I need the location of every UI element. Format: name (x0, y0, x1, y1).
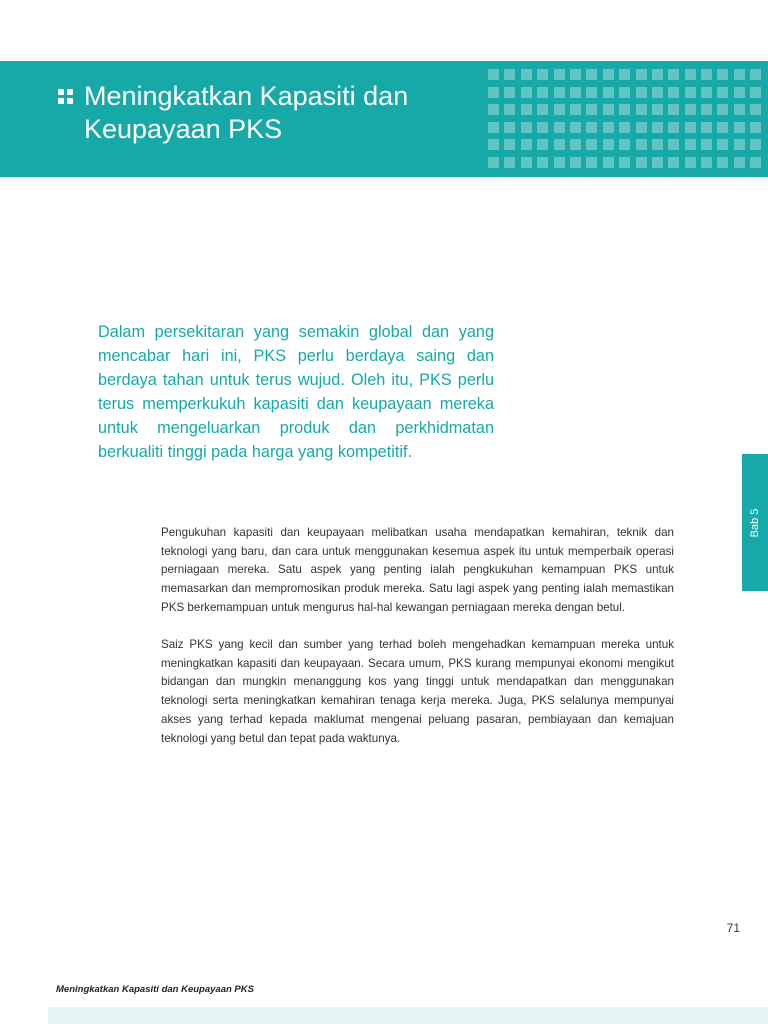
pattern-square (521, 104, 532, 115)
page-number: 71 (726, 921, 740, 935)
lead-paragraph: Dalam persekitaran yang semakin global dan yang mencabar hari ini, PKS perlu berdaya saing dan berdaya tahan untuk terus wujud. Oleh itu, PKS perlu terus memperkukuh kapasiti dan keupayaan mereka untuk mengeluarkan produk dan perkhidmatan berkualiti tinggi pada harga yang kompetitif. (98, 323, 494, 461)
pattern-square (750, 104, 761, 115)
pattern-square (619, 122, 630, 133)
pattern-square (652, 122, 663, 133)
pattern-square (734, 104, 745, 115)
pattern-square (734, 139, 745, 150)
pattern-square (734, 122, 745, 133)
pattern-square (668, 87, 679, 98)
section-title (84, 80, 484, 146)
pattern-square (570, 122, 581, 133)
pattern-square (504, 139, 515, 150)
body-paragraph-2: Saiz PKS yang kecil dan sumber yang terhad boleh mengehadkan kemampuan mereka untuk meningkatkan kapasiti dan keupayaan. Secara umum, PKS kurang mempunyai ekonomi mengikut bidangan dan mungkin menanggung kos yang tinggi untuk mendapatkan dan menggunakan teknologi serta meningkatkan kemahiran tenaga kerja mereka. Juga, PKS selalunya mempunyai akses yang terhad kepada maklumat mengenai peluang pasaran, pembiayaan dan kemajuan teknologi yang betul dan tepat pada waktunya. (161, 638, 674, 745)
footer-strip (48, 1007, 768, 1024)
pattern-square (521, 122, 532, 133)
pattern-square (504, 157, 515, 168)
pattern-square (717, 87, 728, 98)
pattern-square (554, 139, 565, 150)
pattern-square (603, 69, 614, 80)
pattern-square (717, 122, 728, 133)
pattern-square (701, 69, 712, 80)
chapter-tab-label: Bab 5 (749, 508, 761, 537)
pattern-square (504, 122, 515, 133)
pattern-square (685, 139, 696, 150)
section-title-line-2: Keupayaan PKS (84, 114, 283, 144)
pattern-square (570, 87, 581, 98)
pattern-square (619, 87, 630, 98)
pattern-square (701, 87, 712, 98)
pattern-square (668, 69, 679, 80)
section-title-line-1: Meningkatkan Kapasiti dan (84, 81, 409, 111)
decorative-square-pattern (488, 69, 768, 169)
pattern-square (685, 104, 696, 115)
pattern-square (734, 157, 745, 168)
pattern-square (603, 157, 614, 168)
pattern-square (570, 69, 581, 80)
pattern-square (750, 69, 761, 80)
pattern-square (652, 69, 663, 80)
pattern-square (554, 104, 565, 115)
pattern-square (619, 104, 630, 115)
pattern-square (586, 139, 597, 150)
pattern-square (750, 87, 761, 98)
pattern-square (504, 69, 515, 80)
pattern-square (668, 104, 679, 115)
pattern-square (685, 69, 696, 80)
pattern-square (734, 87, 745, 98)
pattern-square (488, 157, 499, 168)
pattern-square (570, 139, 581, 150)
pattern-square (504, 87, 515, 98)
pattern-square (586, 157, 597, 168)
pattern-square (734, 69, 745, 80)
pattern-square (636, 104, 647, 115)
pattern-square (586, 104, 597, 115)
pattern-square (603, 87, 614, 98)
pattern-square (750, 139, 761, 150)
chapter-side-tab (742, 454, 768, 591)
pattern-square (717, 69, 728, 80)
pattern-square (717, 104, 728, 115)
pattern-square (636, 139, 647, 150)
body-paragraph-1: Pengukuhan kapasiti dan keupayaan melibatkan usaha mendapatkan kemahiran, teknik dan teknologi yang baru, dan cara untuk menggunakan kesemua aspek itu untuk memperbaik operasi perniagaan mereka. Satu aspek yang penting ialah pengkukuhan kemampuan PKS untuk memasarkan dan mempromosikan produk mereka. Satu lagi aspek yang penting ialah memastikan PKS berkemampuan untuk mengurus hal-hal kewangan perniagaan mereka dengan betul. (161, 526, 674, 614)
body-text (161, 524, 674, 767)
pattern-square (537, 122, 548, 133)
pattern-square (537, 139, 548, 150)
pattern-square (619, 139, 630, 150)
pattern-square (668, 139, 679, 150)
pattern-square (701, 104, 712, 115)
pattern-square (685, 122, 696, 133)
pattern-square (652, 87, 663, 98)
pattern-square (750, 157, 761, 168)
pattern-square (570, 104, 581, 115)
pattern-square (488, 122, 499, 133)
pattern-square (685, 87, 696, 98)
pattern-square (586, 87, 597, 98)
pattern-square (570, 157, 581, 168)
pattern-square (488, 139, 499, 150)
pattern-square (603, 104, 614, 115)
pattern-square (554, 87, 565, 98)
pattern-square (668, 157, 679, 168)
pattern-square (554, 157, 565, 168)
pattern-square (603, 122, 614, 133)
pattern-square (636, 122, 647, 133)
pattern-square (504, 104, 515, 115)
pattern-square (636, 87, 647, 98)
pattern-square (537, 87, 548, 98)
pattern-square (717, 157, 728, 168)
pattern-square (521, 69, 532, 80)
pattern-square (521, 157, 532, 168)
pattern-square (537, 157, 548, 168)
running-footer: Meningkatkan Kapasiti dan Keupayaan PKS (56, 984, 254, 995)
pattern-square (636, 157, 647, 168)
pattern-square (619, 157, 630, 168)
pattern-square (537, 104, 548, 115)
pattern-square (488, 104, 499, 115)
pattern-square (701, 139, 712, 150)
pattern-square (521, 139, 532, 150)
pattern-square (619, 69, 630, 80)
pattern-square (701, 122, 712, 133)
pattern-square (537, 69, 548, 80)
pattern-square (652, 139, 663, 150)
pattern-square (652, 157, 663, 168)
pattern-square (488, 69, 499, 80)
pattern-square (554, 69, 565, 80)
pattern-square (488, 87, 499, 98)
pattern-square (652, 104, 663, 115)
pattern-square (586, 69, 597, 80)
dots-bullet-icon (58, 89, 74, 105)
pattern-square (521, 87, 532, 98)
pattern-square (668, 122, 679, 133)
pattern-square (750, 122, 761, 133)
pattern-square (586, 122, 597, 133)
pattern-square (685, 157, 696, 168)
pattern-square (554, 122, 565, 133)
pattern-square (701, 157, 712, 168)
pattern-square (717, 139, 728, 150)
pattern-square (636, 69, 647, 80)
pattern-square (603, 139, 614, 150)
